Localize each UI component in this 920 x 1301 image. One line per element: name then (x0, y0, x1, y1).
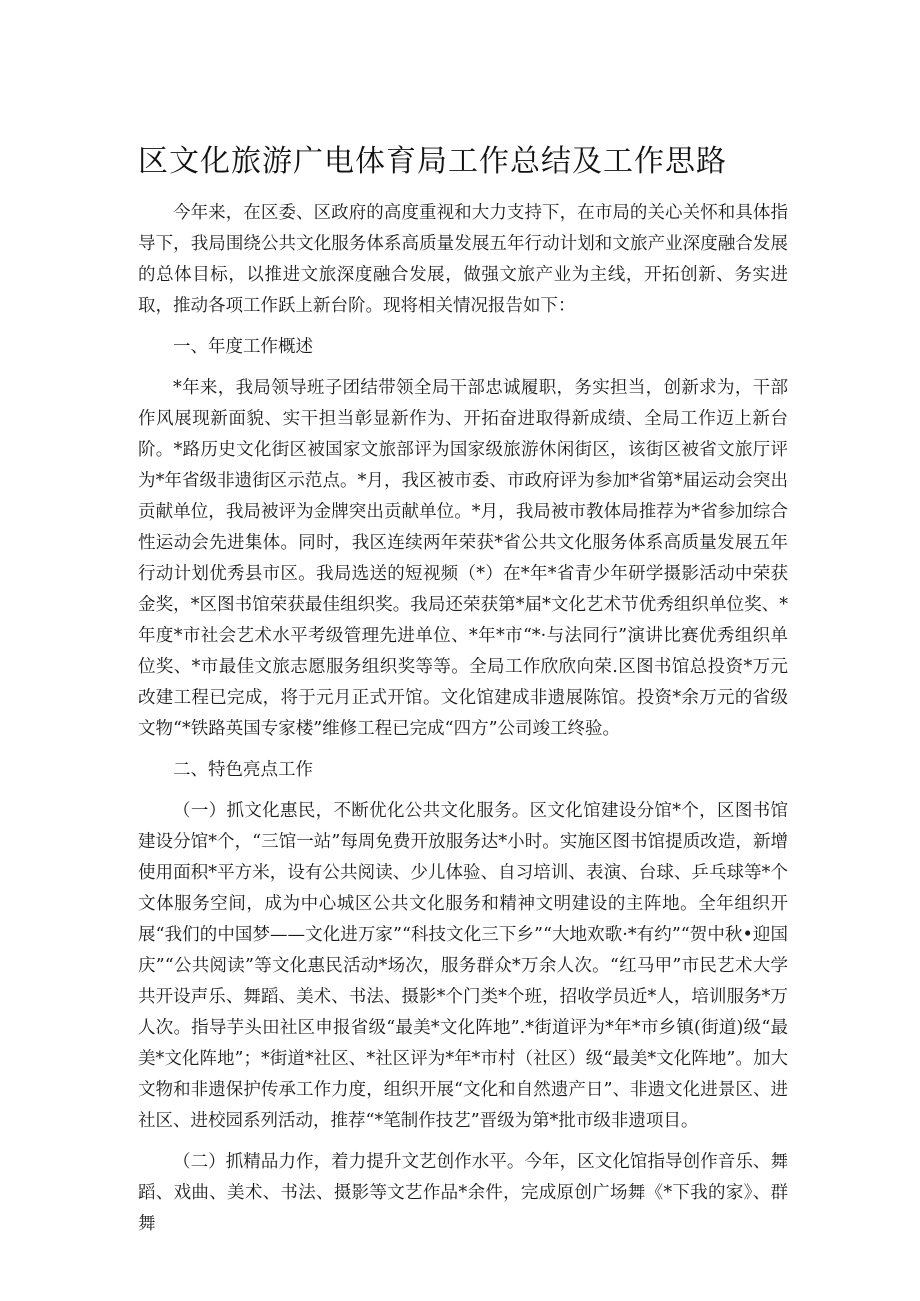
section-heading-highlights: 二、特色亮点工作 (173, 760, 313, 780)
intro-paragraph: 今年来，在区委、区政府的高度重视和大力支持下，在市局的关心关怀和具体指导下，我局围绕公共文化服务体系高质量发展五年行动计划和文旅产业深度融合发展的总体目标，以推进文旅深度融合发展，做强文旅产业为主线，开拓创新、务实进取，推动各项工作跃上新台阶。现将相关情况报告如下： (138, 203, 788, 316)
highlight-item-cultural-benefit: （一）抓文化惠民，不断优化公共文化服务。区文化馆建设分馆*个，区图书馆建设分馆*个，“三馆一站”每周免费开放服务达*小时。实施区图书馆提质改造，新增使用面积*平方米，设有公共阅读、少儿体验、自习培训、表演、台球、乒乓球等*个文体服务空间，成为中心城区公共文化服务和精神文明建设的主阵地。全年组织开展“我们的中国梦——文化进万家”“科技文化三下乡”“大地欢歌·*有约”“贺中秋•迎国庆”“公共阅读”等文化惠民活动*场次，服务群众*万余人次。“红马甲”市民艺术大学共开设声乐、舞蹈、美术、书法、摄影*个门类*个班，招收学员近*人，培训服务*万人次。指导芋头田社区申报省级“最美*文化阵地”.*街道评为*年*市乡镇(街道)级“最美*文化阵地”；*街道*社区、*社区评为*年*市村（社区）级“最美*文化阵地”。加大文物和非遗保护传承工作力度，组织开展“文化和自然遗产日”、非遗文化进景区、进社区、进校园系列活动，推荐“*笔制作技艺”晋级为第*批市级非遗项目。 (138, 801, 788, 1131)
highlight-item-quality-works: （二）抓精品力作，着力提升文艺创作水平。今年，区文化馆指导创作音乐、舞蹈、戏曲、美术、书法、摄影等文艺作品*余件，完成原创广场舞《*下我的家》、群舞 (138, 1152, 788, 1234)
document-body (138, 198, 788, 1250)
section-heading-overview: 一、年度工作概述 (173, 337, 313, 357)
overview-paragraph: *年来，我局领导班子团结带领全局干部忠诚履职，务实担当，创新求为，干部作风展现新面貌、实干担当彰显新作为、开拓奋进取得新成绩、全局工作迈上新台阶。*路历史文化街区被国家文旅部评为国家级旅游休闲街区，该街区被省文旅厅评为*年省级非遗街区示范点。*月，我区被市委、市政府评为参加*省第*届运动会突出贡献单位，我局被评为金牌突出贡献单位。*月，我局被市教体局推荐为*省参加综合性运动会先进集体。同时，我区连续两年荣获*省公共文化服务体系高质量发展五年行动计划优秀县市区。我局选送的短视频（*）在*年*省青少年研学摄影活动中荣获金奖，*区图书馆荣获最佳组织奖。我局还荣获第*届*文化艺术节优秀组织单位奖、*年度*市社会艺术水平考级管理先进单位、*年*市“*·与法同行”演讲比赛优秀组织单位奖、*市最佳文旅志愿服务组织奖等等。全局工作欣欣向荣.区图书馆总投资*万元改建工程已完成，将于元月正式开馆。文化馆建成非遗展陈馆。投资*余万元的省级文物“*铁路英国专家楼”维修工程已完成“四方”公司竣工终验。 (138, 378, 788, 739)
document-title: 区文化旅游广电体育局工作总结及工作思路 (138, 144, 727, 179)
